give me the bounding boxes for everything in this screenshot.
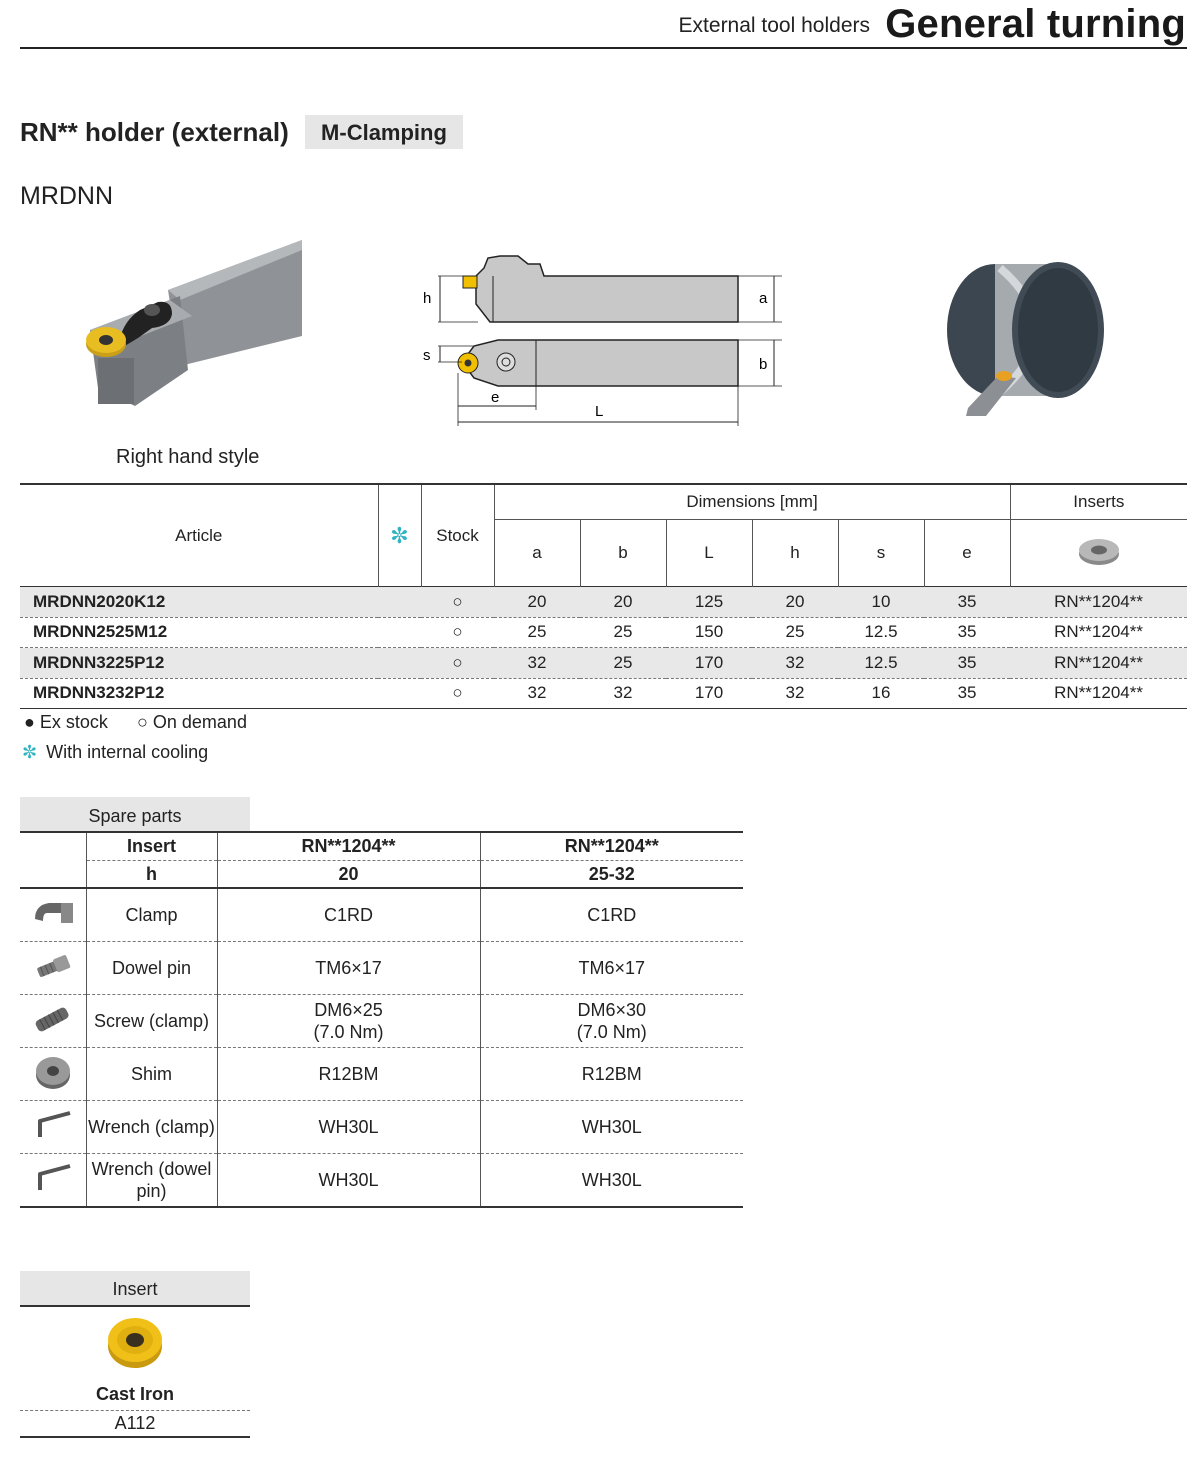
dim-b-cell: 32 (580, 678, 666, 709)
part-value-line1: DM6×30 (577, 1000, 647, 1020)
legend-ex-stock-label: Ex stock (39, 712, 108, 732)
part-value: WH30L (217, 1154, 480, 1208)
header-stock: Stock (421, 484, 494, 587)
part-name: Wrench (clamp) (86, 1101, 217, 1154)
article-table (20, 483, 1187, 709)
dim-a-cell: 25 (494, 617, 580, 648)
insert-divider (20, 1410, 250, 1411)
header-article: Article (20, 484, 378, 587)
internal-cooling-icon: ✼ (390, 522, 409, 548)
legend-cooling-label: With internal cooling (46, 742, 209, 762)
article-cell: MRDNN3225P12 (20, 648, 378, 679)
dim-s-cell: 16 (838, 678, 924, 709)
dim-e-cell: 35 (924, 587, 1010, 618)
insert-cell: RN**1204** (1010, 617, 1187, 648)
dim-b-cell: 20 (580, 587, 666, 618)
part-value: WH30L (480, 1101, 743, 1154)
dim-L-cell: 170 (666, 678, 752, 709)
part-value: R12BM (480, 1048, 743, 1101)
dim-a-cell: 20 (494, 587, 580, 618)
dim-h-cell: 32 (752, 648, 838, 679)
filled-dot-icon: ● (24, 712, 35, 732)
dim-label-s: s (423, 347, 431, 364)
dim-label-h: h (423, 290, 432, 307)
insert-tab: Insert (20, 1271, 250, 1307)
article-cell: MRDNN2020K12 (20, 587, 378, 618)
insert-material: Cast Iron (95, 1384, 174, 1404)
spare-row-screw (20, 995, 743, 1048)
header-divider (20, 47, 1187, 49)
header-dim-s: s (838, 520, 924, 587)
dim-label-b: b (759, 356, 768, 373)
header-cooling (378, 484, 421, 587)
insert-grade: A112 (114, 1413, 156, 1433)
part-value (480, 995, 743, 1048)
dim-a-cell: 32 (494, 678, 580, 709)
dim-b-cell: 25 (580, 648, 666, 679)
spare-col1-h: 20 (217, 861, 480, 889)
table-row (20, 678, 1187, 709)
part-name: Screw (clamp) (86, 995, 217, 1048)
insert-cell: RN**1204** (1010, 587, 1187, 618)
part-value: WH30L (217, 1101, 480, 1154)
screw-icon (31, 1001, 75, 1037)
model-name: MRDNN (20, 182, 114, 210)
header-dim-a: a (494, 520, 580, 587)
workpiece-image (940, 258, 1110, 420)
stock-cell: ○ (421, 648, 494, 679)
part-value: TM6×17 (217, 942, 480, 995)
header-dim-b: b (580, 520, 666, 587)
article-cell: MRDNN2525M12 (20, 617, 378, 648)
dim-L-cell: 125 (666, 587, 752, 618)
wrench-icon (30, 1160, 76, 1196)
part-name: Wrench (dowel pin) (86, 1154, 217, 1208)
table-row (20, 587, 1187, 618)
header-dim-L: L (666, 520, 752, 587)
part-value: C1RD (480, 888, 743, 942)
table-row (20, 617, 1187, 648)
stock-cell: ○ (421, 678, 494, 709)
part-value: TM6×17 (480, 942, 743, 995)
part-value-line2: (7.0 Nm) (313, 1022, 384, 1042)
part-name: Dowel pin (86, 942, 217, 995)
holder-3d-image (80, 238, 310, 410)
spare-parts-tab: Spare parts (20, 797, 250, 831)
stock-cell: ○ (421, 587, 494, 618)
dim-L-cell: 150 (666, 617, 752, 648)
dim-s-cell: 12.5 (838, 617, 924, 648)
insert-bottom-rule (20, 1436, 250, 1438)
part-value-line2: (7.0 Nm) (576, 1022, 647, 1042)
insert-ring-icon (1075, 535, 1123, 567)
wrench-icon (30, 1107, 76, 1143)
dimension-drawing (418, 248, 788, 430)
part-value-line1: DM6×25 (314, 1000, 383, 1020)
part-value (217, 995, 480, 1048)
spare-h-label: h (86, 861, 217, 889)
legend-on-demand-label: On demand (152, 712, 247, 732)
dim-label-L: L (595, 403, 604, 420)
legend-ex-stock (24, 712, 108, 733)
header-dimensions: Dimensions [mm] (494, 484, 1010, 520)
dim-b-cell: 25 (580, 617, 666, 648)
spare-insert-label: Insert (86, 832, 217, 861)
header-title: General turning (885, 2, 1186, 46)
part-name: Clamp (86, 888, 217, 942)
part-name: Shim (86, 1048, 217, 1101)
dim-h-cell: 32 (752, 678, 838, 709)
dim-h-cell: 25 (752, 617, 838, 648)
clamping-badge: M-Clamping (305, 115, 463, 149)
spare-col2-h: 25-32 (480, 861, 743, 889)
dim-e-cell: 35 (924, 678, 1010, 709)
legend-cooling (22, 742, 208, 763)
dim-s-cell: 10 (838, 587, 924, 618)
open-circle-icon: ○ (137, 712, 148, 732)
dim-label-e: e (491, 389, 500, 406)
insert-cell: RN**1204** (1010, 648, 1187, 679)
dim-label-a: a (759, 290, 768, 307)
insert-image (104, 1312, 166, 1372)
insert-cell: RN**1204** (1010, 678, 1187, 709)
spare-row-clamp (20, 888, 743, 942)
legend-on-demand (137, 712, 247, 733)
article-cell: MRDNN3232P12 (20, 678, 378, 709)
header-insert-image (1010, 520, 1187, 587)
stock-cell: ○ (421, 617, 494, 648)
dim-h-cell: 20 (752, 587, 838, 618)
spare-col2-insert: RN**1204** (480, 832, 743, 861)
spare-parts-table (20, 831, 743, 1208)
clamp-icon (31, 897, 75, 929)
part-value: WH30L (480, 1154, 743, 1208)
dowel-pin-icon (31, 950, 75, 982)
spare-row-dowel-pin (20, 942, 743, 995)
internal-cooling-icon: ✼ (22, 742, 38, 762)
header-dim-h: h (752, 520, 838, 587)
spare-row-shim (20, 1048, 743, 1101)
dim-a-cell: 32 (494, 648, 580, 679)
header-inserts: Inserts (1010, 484, 1187, 520)
part-value: C1RD (217, 888, 480, 942)
shim-icon (31, 1053, 75, 1091)
spare-col1-insert: RN**1204** (217, 832, 480, 861)
dim-s-cell: 12.5 (838, 648, 924, 679)
right-hand-label: Right hand style (116, 446, 260, 468)
table-row (20, 648, 1187, 679)
dim-e-cell: 35 (924, 648, 1010, 679)
header-subtitle: External tool holders (678, 14, 870, 37)
section-title: RN** holder (external) (20, 117, 289, 147)
spare-row-wrench-dowel (20, 1154, 743, 1208)
part-value: R12BM (217, 1048, 480, 1101)
spare-row-wrench-clamp (20, 1101, 743, 1154)
dim-e-cell: 35 (924, 617, 1010, 648)
header-dim-e: e (924, 520, 1010, 587)
dim-L-cell: 170 (666, 648, 752, 679)
